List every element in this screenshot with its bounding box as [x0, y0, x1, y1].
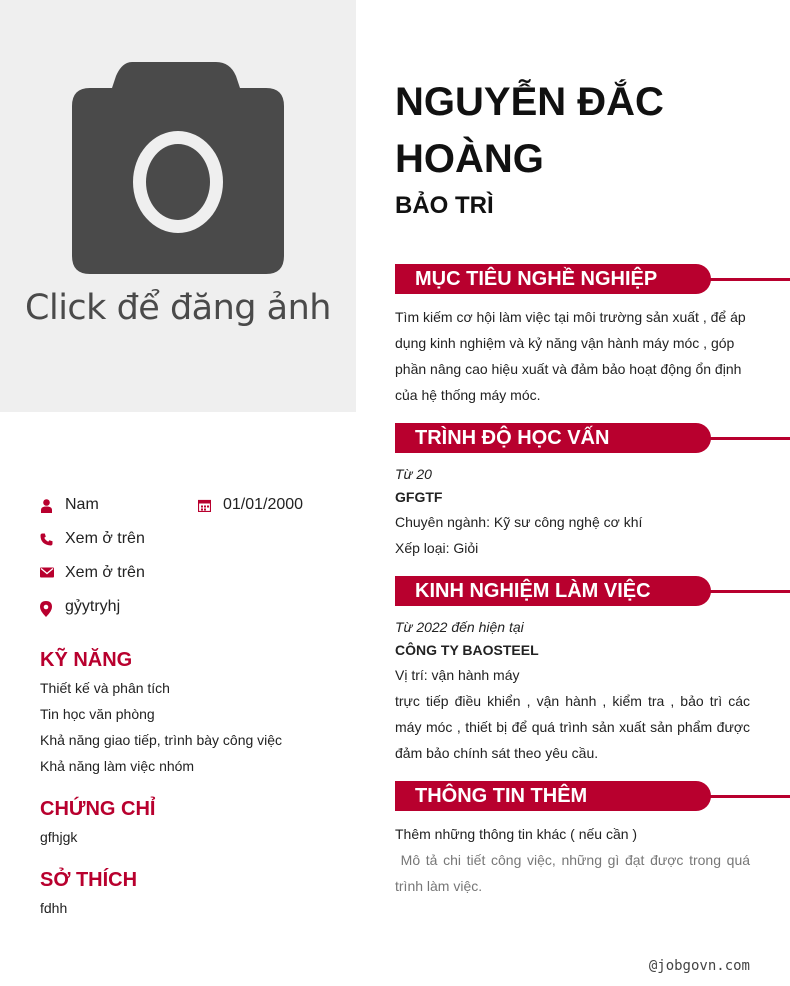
photo-caption: Click để đăng ảnh: [25, 288, 331, 328]
extra-header: [395, 781, 790, 811]
location-pin-icon: [40, 601, 53, 614]
skill-item: Khả năng giao tiếp, trình bày công việc: [40, 732, 283, 748]
certificate-item: gfhjgk: [40, 829, 78, 845]
education-period: Từ 20: [395, 466, 432, 482]
education-header: [395, 423, 790, 453]
experience-period: Từ 2022 đến hiện tại: [395, 619, 524, 635]
address-value: gỷytryhj: [65, 598, 121, 615]
address-row: [40, 598, 120, 616]
phone-row: [40, 530, 145, 548]
skills-title: KỸ NĂNG: [40, 649, 133, 671]
experience-description: trực tiếp điều khiển , vận hành , kiểm tra , bảo trì các máy móc , thiết bị để quá trình sản xuất sản phẩm được đảm bảo chính sát theo yêu cầu.: [395, 693, 750, 761]
skill-item: Khả năng làm việc nhóm: [40, 758, 195, 774]
experience-position: Vị trí: vận hành máy: [395, 667, 520, 683]
section-pill: [395, 264, 711, 294]
extra-line-2: Mô tả chi tiết công việc, những gì đạt được trong quá trình làm việc.: [395, 852, 754, 894]
section-pill: [395, 423, 711, 453]
certificates-title: CHỨNG CHỈ: [40, 798, 156, 820]
skill-item: Thiết kế và phân tích: [40, 680, 170, 696]
education-title: TRÌNH ĐỘ HỌC VẤN: [415, 427, 610, 449]
email-row: [40, 564, 145, 582]
experience-header: [395, 576, 790, 606]
objective-title: MỤC TIÊU NGHỀ NGHIỆP: [415, 268, 658, 290]
phone-icon: [40, 533, 53, 546]
education-school: GFGTF: [395, 489, 443, 505]
gender-row: [40, 496, 99, 514]
candidate-role: BẢO TRÌ: [395, 192, 494, 219]
section-pill: [395, 576, 711, 606]
extra-title: THÔNG TIN THÊM: [415, 785, 588, 807]
hobbies-title: SỞ THÍCH: [40, 869, 138, 891]
candidate-name: NGUYỄN ĐẮC HOÀNG: [395, 80, 664, 181]
experience-company: CÔNG TY BAOSTEEL: [395, 642, 539, 658]
email-value: Xem ở trên: [65, 564, 145, 581]
objective-header: [395, 264, 790, 294]
experience-title: KINH NGHIỆM LÀM VIỆC: [415, 580, 651, 602]
phone-value: Xem ở trên: [65, 530, 145, 547]
calendar-icon: [198, 499, 211, 512]
birthday-value: 01/01/2000: [223, 496, 304, 513]
envelope-icon: [40, 567, 53, 580]
section-pill: [395, 781, 711, 811]
gender-value: Nam: [65, 496, 99, 513]
photo-upload-area[interactable]: [0, 0, 356, 412]
person-icon: [40, 499, 53, 512]
skill-item: Tin học văn phòng: [40, 706, 155, 722]
objective-text: Tìm kiếm cơ hội làm việc tại môi trường sản xuất , để áp dụng kinh nghiệm và kỷ năng vận hành máy móc , góp phần nâng cao hiệu xuất và đảm bảo hoạt động ổn định của hệ thống máy móc.: [395, 309, 746, 403]
education-grade: Xếp loại: Giỏi: [395, 540, 479, 556]
hobby-item: fdhh: [40, 900, 68, 916]
education-major: Chuyên ngành: Kỹ sư công nghệ cơ khí: [395, 514, 643, 530]
camera-icon: [70, 60, 286, 276]
birthday-row: [198, 496, 303, 514]
extra-line-1: Thêm những thông tin khác ( nếu cần ): [395, 826, 638, 842]
footer-watermark: @jobgovn.com: [648, 958, 750, 974]
